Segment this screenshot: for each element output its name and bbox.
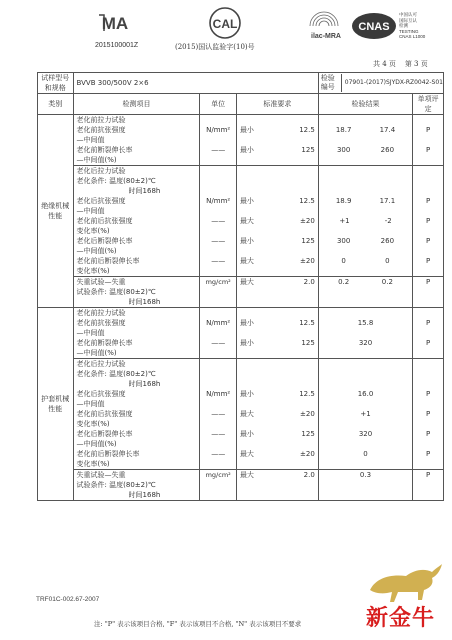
requirement-cell: 最小 12.5 最大 ±20 最小 125 最大 ±20 [236,359,318,470]
footer-note: 注: "P" 表示该项目合格, "F" 表示该项目不合格, "N" 表示该项目不要求 [94,620,302,628]
requirement-cell: 最大 2.0 [236,277,318,308]
test-item: 老化前拉力试验 老化前抗张强度 —中间值 老化前断裂伸长率 —中间值(%) [73,115,200,166]
test-report-table [37,72,444,501]
requirement-cell: 最小 12.5 最大 ±20 最小 125 最大 ±20 [236,166,318,277]
page-number: 第 3 页 [404,60,428,68]
test-item: 老化前拉力试验 老化前抗张强度 —中间值 老化前断裂伸长率 —中间值(%) [73,308,200,359]
page-indicator [373,59,428,69]
table-row [38,115,444,166]
col-requirement: 标准要求 [236,94,318,115]
requirement-cell: 最大 2.0 [236,470,318,501]
requirement-cell: 最小 12.5 最小 125 [236,308,318,359]
report-number-value: 07901-(2017)SJYDX-RZ0042-S01 [344,79,443,86]
category-insulation: 绝缘机械性能 [38,115,74,308]
table-row [38,308,444,359]
verdict-cell: P [413,470,444,501]
report-number-label: 检验编号 [319,74,342,92]
ilac-mra-logo [304,8,348,44]
cma-logo [95,12,135,34]
category-sheath: 护套机械性能 [38,308,74,501]
verdict-cell: P P P P [413,359,444,470]
col-unit: 单位 [200,94,237,115]
verdict-cell: P [413,277,444,308]
cert-mid-number: (2015)国认监验字(10)号 [175,43,255,51]
test-item: 老化后拉力试验 老化条件: 温度(80±2)℃ 时间168h 老化后抗张强度 —中间值 老化前后抗张强度 变化率(%) 老化后断裂伸长率 —中间值(%) 老化前后断裂伸长率 变化率(%) [73,166,200,277]
model-label: 试样型号和规格 [38,73,74,94]
table-row [38,470,444,501]
svg-text:CNAS: CNAS [358,21,390,33]
requirement-cell: 最小 12.5 最小 125 [236,115,318,166]
total-pages: 共 4 页 [373,60,396,68]
result-cell: 16.0 +1 320 0 [318,359,412,470]
table-row [38,166,444,277]
bull-shape [370,564,442,602]
result-cell: 0.3 [318,470,412,501]
svg-text:CAL: CAL [212,17,238,31]
form-number: TRF01C-002.67-2007 [36,596,100,603]
result-cell: 18.9 17.1 +1 -2 300 260 0 0 [318,166,412,277]
unit-cell: N/mm² —— [200,308,237,359]
col-category: 类别 [38,94,74,115]
result-cell: 18.7 17.4 300 260 [318,115,412,166]
test-item: 失重试验—失重 试验条件: 温度(80±2)℃ 时间168h [73,277,200,308]
test-item: 失重试验—失重 试验条件: 温度(80±2)℃ 时间168h [73,470,200,501]
col-verdict: 单项评定 [413,94,444,115]
unit-cell: N/mm² —— —— —— [200,166,237,277]
brand-watermark: 新金牛 [366,606,436,631]
unit-cell: N/mm² —— [200,115,237,166]
verdict-cell: P P [413,308,444,359]
col-result: 检验结果 [318,94,412,115]
result-cell: 0.2 0.2 [318,277,412,308]
info-row [38,73,444,94]
verdict-cell: P P P P [413,166,444,277]
result-cell: 15.8 320 [318,308,412,359]
unit-cell: mg/cm² [200,277,237,308]
bull-watermark-icon [362,560,444,606]
test-item: 老化后拉力试验 老化条件: 温度(80±2)℃ 时间168h 老化后抗张强度 —中间值 老化前后抗张强度 变化率(%) 老化后断裂伸长率 —中间值(%) 老化前后断裂伸长率 变化率(%) [73,359,200,470]
cal-logo [208,6,242,40]
column-header-row [38,94,444,115]
cnas-logo [350,10,398,42]
verdict-cell: P P [413,115,444,166]
table-row [38,359,444,470]
model-value: BVVB 300/500V 2×6 [73,73,318,94]
cma-logo-text: MA [101,14,129,33]
cert-left-number: 2015100001Z [95,42,139,49]
table-row [38,277,444,308]
cnas-subtext: 中国认可 国际互认 检测 TESTING CNAS L1000 [399,12,426,39]
col-item: 检测项目 [73,94,200,115]
unit-cell: mg/cm² [200,470,237,501]
report-number-cell [318,73,443,94]
svg-text:ilac-MRA: ilac-MRA [311,33,341,40]
unit-cell: N/mm² —— —— —— [200,359,237,470]
